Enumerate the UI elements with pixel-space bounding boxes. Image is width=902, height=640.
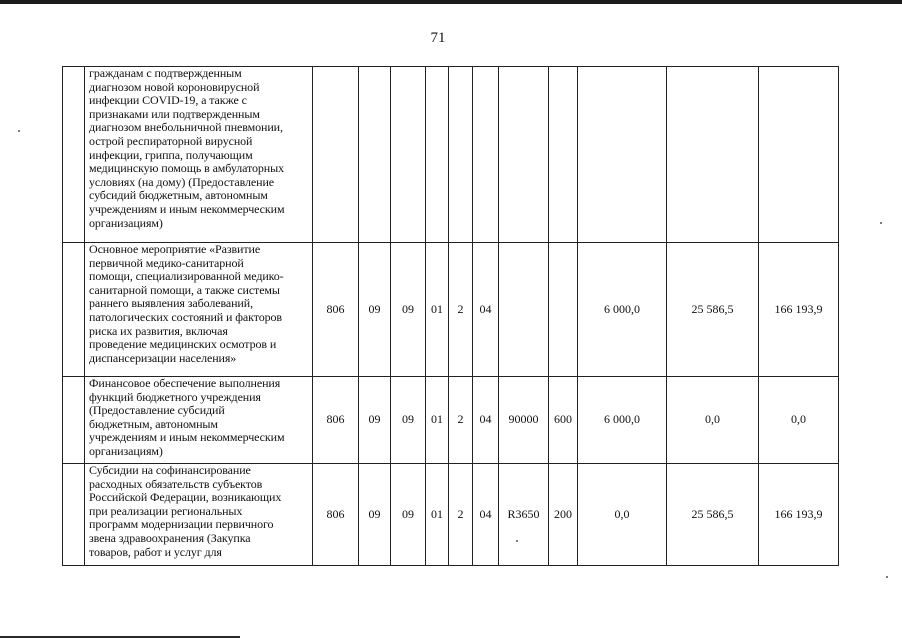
expense-type-cell — [549, 243, 578, 377]
ministry-code-cell: 806 — [313, 377, 359, 464]
subprogram-code-cell: 04 — [473, 243, 499, 377]
program-code-cell: 01 — [426, 243, 449, 377]
description-cell: гражданам с подтвержденным диагнозом новой короновирусной инфекции COVID-19, а также с признаками или подтвержденным диагнозом внебольничной пневмонии, острой респираторной вирусной инфекции, гриппа, получающим медицинскую помощь в амбулаторных условиях (на дому) (Предоставление субсидий бюджетным, автономным учреждениям и иным некоммерческим организациям) — [85, 67, 313, 243]
table-row — [63, 67, 839, 243]
program-code-cell: 01 — [426, 377, 449, 464]
expense-type-cell — [549, 67, 578, 243]
section-code-cell: 09 — [359, 464, 391, 566]
page-number: 71 — [430, 30, 446, 46]
subprogram-code-cell — [473, 67, 499, 243]
ministry-code-cell: 806 — [313, 243, 359, 377]
scan-speck — [886, 576, 888, 578]
section-code-cell — [359, 67, 391, 243]
ministry-code-cell: 806 — [313, 464, 359, 566]
expense-type-cell: 200 — [549, 464, 578, 566]
amount-1-cell: 0,0 — [578, 464, 667, 566]
subprogram-type-cell: 2 — [449, 243, 473, 377]
amount-2-cell: 25 586,5 — [667, 464, 759, 566]
amount-3-cell: 166 193,9 — [759, 243, 839, 377]
index-cell — [63, 243, 85, 377]
index-cell — [63, 377, 85, 464]
scan-speck — [880, 222, 882, 224]
budget-table — [62, 66, 839, 566]
index-cell — [63, 67, 85, 243]
description-cell: Финансовое обеспечение выполнения функций бюджетного учреждения (Предоставление субсидий бюджетным, автономным учреждениям и иным некоммерческим организациям) — [85, 377, 313, 464]
direction-code-cell — [499, 67, 549, 243]
scan-speck — [18, 130, 20, 132]
table-row — [63, 377, 839, 464]
amount-1-cell — [578, 67, 667, 243]
subprogram-code-cell: 04 — [473, 377, 499, 464]
amount-2-cell: 25 586,5 — [667, 243, 759, 377]
amount-1-cell: 6 000,0 — [578, 243, 667, 377]
expense-type-cell: 600 — [549, 377, 578, 464]
amount-3-cell — [759, 67, 839, 243]
description-cell: Основное мероприятие «Развитие первичной медико-санитарной помощи, специализированной медико- санитарной помощи, а также системы раннего выявления заболеваний, патологических состояний и факторов риска их развития, включая проведение медицинских осмотров и диспансеризации населения» — [85, 243, 313, 377]
table-row — [63, 464, 839, 566]
amount-3-cell: 166 193,9 — [759, 464, 839, 566]
description-cell: Субсидии на софинансирование расходных обязательств субъектов Российской Федерации, возникающих при реализации региональных программ модернизации первичного звена здравоохранения (Закупка товаров, работ и услуг для — [85, 464, 313, 566]
subsection-code-cell: 09 — [391, 243, 426, 377]
program-code-cell: 01 — [426, 464, 449, 566]
direction-code-cell: R3650 — [499, 464, 549, 566]
section-code-cell: 09 — [359, 377, 391, 464]
amount-2-cell — [667, 67, 759, 243]
amount-3-cell: 0,0 — [759, 377, 839, 464]
ministry-code-cell — [313, 67, 359, 243]
subprogram-type-cell — [449, 67, 473, 243]
table-row — [63, 243, 839, 377]
index-cell — [63, 464, 85, 566]
direction-code-cell: 90000 — [499, 377, 549, 464]
subsection-code-cell — [391, 67, 426, 243]
direction-code-cell — [499, 243, 549, 377]
scan-speck — [516, 540, 518, 542]
subprogram-code-cell: 04 — [473, 464, 499, 566]
subprogram-type-cell: 2 — [449, 464, 473, 566]
amount-2-cell: 0,0 — [667, 377, 759, 464]
section-code-cell: 09 — [359, 243, 391, 377]
top-border-line — [0, 0, 902, 4]
amount-1-cell: 6 000,0 — [578, 377, 667, 464]
bottom-border-line — [0, 636, 240, 638]
program-code-cell — [426, 67, 449, 243]
subprogram-type-cell: 2 — [449, 377, 473, 464]
subsection-code-cell: 09 — [391, 377, 426, 464]
subsection-code-cell: 09 — [391, 464, 426, 566]
